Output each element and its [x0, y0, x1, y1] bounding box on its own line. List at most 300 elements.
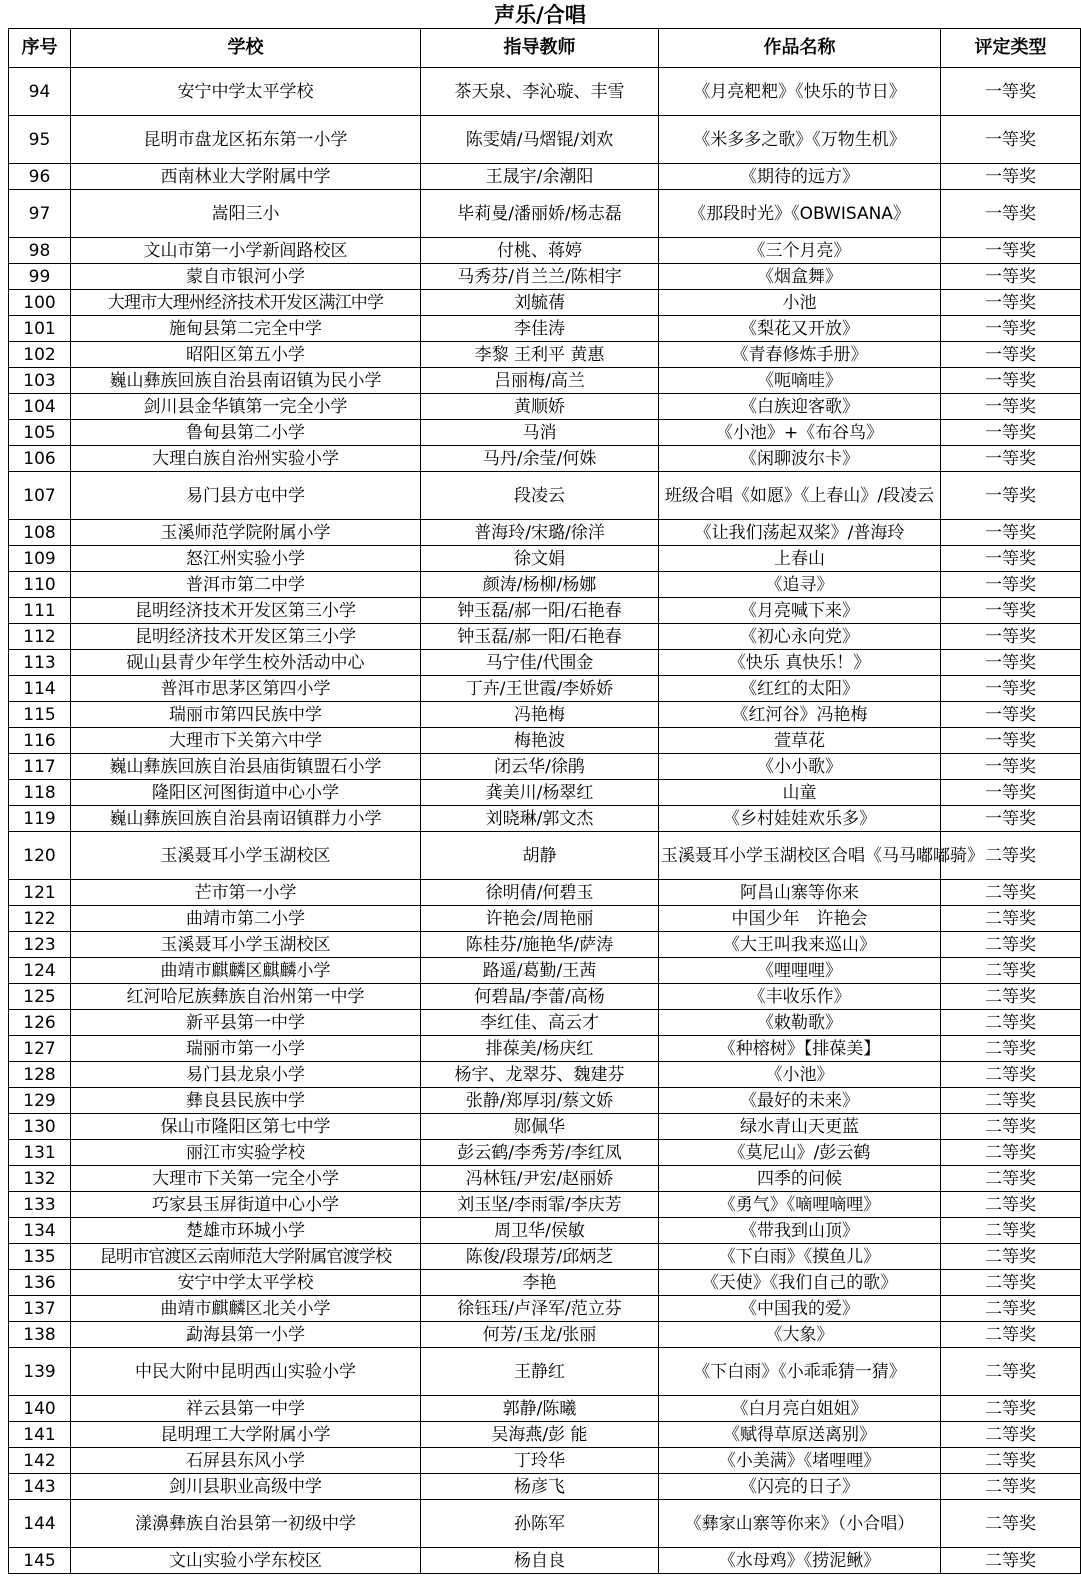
- award-cell: 一等奖: [941, 728, 1081, 754]
- row-number: 122: [9, 906, 71, 932]
- work-cell: 《下白雨》《摸鱼儿》: [659, 1244, 941, 1270]
- teacher-cell: 王静红: [421, 1348, 659, 1396]
- row-number: 134: [9, 1218, 71, 1244]
- row-number: 130: [9, 1114, 71, 1140]
- work-cell: 《种榕树》【排葆美】: [659, 1036, 941, 1062]
- school-cell: 红河哈尼族彝族自治州第一中学: [71, 984, 421, 1010]
- school-cell: 芒市第一小学: [71, 880, 421, 906]
- school-cell: 安宁中学太平学校: [71, 68, 421, 116]
- row-number: 120: [9, 832, 71, 880]
- table-row: [9, 1010, 1081, 1036]
- school-cell: 玉溪师范学院附属小学: [71, 520, 421, 546]
- teacher-cell: 冯林钰/尹宏/赵丽娇: [421, 1166, 659, 1192]
- row-number: 104: [9, 394, 71, 420]
- school-cell: 易门县龙泉小学: [71, 1062, 421, 1088]
- school-cell: 昭阳区第五小学: [71, 342, 421, 368]
- teacher-cell: 吕丽梅/高兰: [421, 368, 659, 394]
- teacher-cell: 路遥/葛勤/王茜: [421, 958, 659, 984]
- work-cell: 《敕勒歌》: [659, 1010, 941, 1036]
- table-row: [9, 316, 1081, 342]
- work-cell: 《勇气》《嘀哩嘀哩》: [659, 1192, 941, 1218]
- table-row: [9, 368, 1081, 394]
- row-number: 96: [9, 164, 71, 190]
- work-cell: 《哩哩哩》: [659, 958, 941, 984]
- school-cell: 昆明经济技术开发区第三小学: [71, 624, 421, 650]
- teacher-cell: 陈俊/段璟芳/邱炳芝: [421, 1244, 659, 1270]
- row-number: 131: [9, 1140, 71, 1166]
- table-row: [9, 1322, 1081, 1348]
- table-row: [9, 572, 1081, 598]
- school-cell: 昆明市官渡区云南师范大学附属官渡学校: [71, 1244, 421, 1270]
- table-row: [9, 394, 1081, 420]
- award-cell: 一等奖: [941, 342, 1081, 368]
- table-row: [9, 1140, 1081, 1166]
- table-row: [9, 290, 1081, 316]
- award-cell: 一等奖: [941, 316, 1081, 342]
- award-cell: 二等奖: [941, 1422, 1081, 1448]
- school-cell: 瑞丽市第四民族中学: [71, 702, 421, 728]
- award-cell: 二等奖: [941, 1166, 1081, 1192]
- row-number: 109: [9, 546, 71, 572]
- teacher-cell: 郭静/陈曦: [421, 1396, 659, 1422]
- table-row: [9, 1474, 1081, 1500]
- table-row: [9, 68, 1081, 116]
- table-row: [9, 1114, 1081, 1140]
- table-row: [9, 754, 1081, 780]
- school-cell: 剑川县金华镇第一完全小学: [71, 394, 421, 420]
- table-row: [9, 984, 1081, 1010]
- work-cell: 《彝家山寨等你来》（小合唱）: [659, 1500, 941, 1548]
- table-row: [9, 116, 1081, 164]
- work-cell: 山童: [659, 780, 941, 806]
- teacher-cell: 刘晓琳/郭文杰: [421, 806, 659, 832]
- school-cell: 文山实验小学东校区: [71, 1548, 421, 1574]
- row-number: 140: [9, 1396, 71, 1422]
- school-cell: 楚雄市环城小学: [71, 1218, 421, 1244]
- teacher-cell: 钟玉磊/郝一阳/石艳春: [421, 624, 659, 650]
- row-number: 142: [9, 1448, 71, 1474]
- award-cell: 二等奖: [941, 1114, 1081, 1140]
- table-row: [9, 1548, 1081, 1574]
- work-cell: 《梨花又开放》: [659, 316, 941, 342]
- header-school: 学校: [71, 29, 421, 68]
- work-cell: 上春山: [659, 546, 941, 572]
- school-cell: 玉溪聂耳小学玉湖校区: [71, 832, 421, 880]
- table-row: [9, 702, 1081, 728]
- school-cell: 易门县方屯中学: [71, 472, 421, 520]
- row-number: 110: [9, 572, 71, 598]
- teacher-cell: 马秀芬/肖兰兰/陈相宇: [421, 264, 659, 290]
- award-cell: 二等奖: [941, 1322, 1081, 1348]
- table-row: [9, 164, 1081, 190]
- work-cell: 《莫尼山》/彭云鹤: [659, 1140, 941, 1166]
- work-cell: 《小池》+《布谷鸟》: [659, 420, 941, 446]
- award-cell: 一等奖: [941, 472, 1081, 520]
- teacher-cell: 张静/郑厚羽/蔡文娇: [421, 1088, 659, 1114]
- work-cell: 《追寻》: [659, 572, 941, 598]
- award-cell: 二等奖: [941, 1010, 1081, 1036]
- teacher-cell: 龚美川/杨翠红: [421, 780, 659, 806]
- table-row: [9, 728, 1081, 754]
- teacher-cell: 颜涛/杨柳/杨娜: [421, 572, 659, 598]
- school-cell: 昆明理工大学附属小学: [71, 1422, 421, 1448]
- award-cell: 一等奖: [941, 572, 1081, 598]
- table-row: [9, 880, 1081, 906]
- page-title: 声乐/合唱: [494, 3, 586, 27]
- table-row: [9, 1270, 1081, 1296]
- award-cell: 二等奖: [941, 932, 1081, 958]
- teacher-cell: 孙陈军: [421, 1500, 659, 1548]
- header-teacher: 指导教师: [421, 29, 659, 68]
- school-cell: 漾濞彝族自治县第一初级中学: [71, 1500, 421, 1548]
- table-row: [9, 598, 1081, 624]
- work-cell: 《月亮喊下来》: [659, 598, 941, 624]
- school-cell: 玉溪聂耳小学玉湖校区: [71, 932, 421, 958]
- teacher-cell: 付桃、蒋婷: [421, 238, 659, 264]
- table-row: [9, 832, 1081, 880]
- school-cell: 鲁甸县第二小学: [71, 420, 421, 446]
- table-row: [9, 780, 1081, 806]
- work-cell: 《中国我的爱》: [659, 1296, 941, 1322]
- teacher-cell: 李黎 王利平 黄惠: [421, 342, 659, 368]
- award-cell: 一等奖: [941, 676, 1081, 702]
- work-cell: 《小池》: [659, 1062, 941, 1088]
- teacher-cell: 钟玉磊/郝一阳/石艳春: [421, 598, 659, 624]
- school-cell: 昆明经济技术开发区第三小学: [71, 598, 421, 624]
- row-number: 137: [9, 1296, 71, 1322]
- row-number: 119: [9, 806, 71, 832]
- award-cell: 一等奖: [941, 290, 1081, 316]
- row-number: 141: [9, 1422, 71, 1448]
- award-cell: 二等奖: [941, 880, 1081, 906]
- row-number: 136: [9, 1270, 71, 1296]
- teacher-cell: 彭云鹤/李秀芳/李红凤: [421, 1140, 659, 1166]
- teacher-cell: 杨自良: [421, 1548, 659, 1574]
- award-cell: 一等奖: [941, 190, 1081, 238]
- work-cell: 《米多多之歌》《万物生机》: [659, 116, 941, 164]
- school-cell: 怒江州实验小学: [71, 546, 421, 572]
- work-cell: 《赋得草原送离别》: [659, 1422, 941, 1448]
- work-cell: 《初心永向党》: [659, 624, 941, 650]
- school-cell: 昆明市盘龙区拓东第一小学: [71, 116, 421, 164]
- row-number: 98: [9, 238, 71, 264]
- teacher-cell: 许艳会/周艳丽: [421, 906, 659, 932]
- teacher-cell: 丁玲华: [421, 1448, 659, 1474]
- teacher-cell: 徐钰珏/卢泽军/范立芬: [421, 1296, 659, 1322]
- table-row: [9, 1348, 1081, 1396]
- work-cell: 《小小歌》: [659, 754, 941, 780]
- teacher-cell: 丁卉/王世霞/李娇娇: [421, 676, 659, 702]
- teacher-cell: 毕莉曼/潘丽娇/杨志磊: [421, 190, 659, 238]
- table-row: [9, 650, 1081, 676]
- table-row: [9, 1036, 1081, 1062]
- table-row: [9, 624, 1081, 650]
- table-row: [9, 1500, 1081, 1548]
- teacher-cell: 马消: [421, 420, 659, 446]
- table-row: [9, 190, 1081, 238]
- row-number: 100: [9, 290, 71, 316]
- award-cell: 二等奖: [941, 832, 1081, 880]
- teacher-cell: 何碧晶/李蕾/高杨: [421, 984, 659, 1010]
- table-row: [9, 238, 1081, 264]
- teacher-cell: 排葆美/杨庆红: [421, 1036, 659, 1062]
- teacher-cell: 杨彦飞: [421, 1474, 659, 1500]
- row-number: 132: [9, 1166, 71, 1192]
- teacher-cell: 胡静: [421, 832, 659, 880]
- school-cell: 曲靖市第二小学: [71, 906, 421, 932]
- table-header-row: [9, 29, 1081, 68]
- teacher-cell: 刘玉坚/李雨霏/李庆芳: [421, 1192, 659, 1218]
- row-number: 129: [9, 1088, 71, 1114]
- school-cell: 剑川县职业高级中学: [71, 1474, 421, 1500]
- row-number: 127: [9, 1036, 71, 1062]
- school-cell: 勐海县第一小学: [71, 1322, 421, 1348]
- row-number: 124: [9, 958, 71, 984]
- teacher-cell: 李红佳、高云才: [421, 1010, 659, 1036]
- teacher-cell: 黄顺娇: [421, 394, 659, 420]
- award-cell: 一等奖: [941, 116, 1081, 164]
- work-cell: 《带我到山顶》: [659, 1218, 941, 1244]
- row-number: 133: [9, 1192, 71, 1218]
- row-number: 115: [9, 702, 71, 728]
- award-cell: 二等奖: [941, 1192, 1081, 1218]
- award-cell: 二等奖: [941, 906, 1081, 932]
- row-number: 106: [9, 446, 71, 472]
- award-cell: 一等奖: [941, 446, 1081, 472]
- table-row: [9, 1218, 1081, 1244]
- school-cell: 大理市下关第六中学: [71, 728, 421, 754]
- table-row: [9, 1088, 1081, 1114]
- work-cell: 阿昌山寨等你来: [659, 880, 941, 906]
- award-cell: 一等奖: [941, 754, 1081, 780]
- work-cell: 《呃嘀哇》: [659, 368, 941, 394]
- teacher-cell: 刘毓蒨: [421, 290, 659, 316]
- row-number: 118: [9, 780, 71, 806]
- header-work: 作品名称: [659, 29, 941, 68]
- school-cell: 祥云县第一中学: [71, 1396, 421, 1422]
- award-cell: 二等奖: [941, 1396, 1081, 1422]
- teacher-cell: 闭云华/徐鹃: [421, 754, 659, 780]
- work-cell: 《闪亮的日子》: [659, 1474, 941, 1500]
- work-cell: 《闲聊波尔卡》: [659, 446, 941, 472]
- teacher-cell: 王晟宇/余潮阳: [421, 164, 659, 190]
- work-cell: 绿水青山天更蓝: [659, 1114, 941, 1140]
- award-cell: 一等奖: [941, 598, 1081, 624]
- school-cell: 嵩阳三小: [71, 190, 421, 238]
- row-number: 128: [9, 1062, 71, 1088]
- work-cell: 《让我们荡起双桨》/普海玲: [659, 520, 941, 546]
- work-cell: 《那段时光》《OBWISANA》: [659, 190, 941, 238]
- work-cell: 《最好的未来》: [659, 1088, 941, 1114]
- school-cell: 石屏县东风小学: [71, 1448, 421, 1474]
- table-row: [9, 446, 1081, 472]
- award-cell: 二等奖: [941, 1448, 1081, 1474]
- work-cell: 班级合唱《如愿》《上春山》/段凌云: [659, 472, 941, 520]
- school-cell: 曲靖市麒麟区麒麟小学: [71, 958, 421, 984]
- school-cell: 蒙自市银河小学: [71, 264, 421, 290]
- award-cell: 二等奖: [941, 1088, 1081, 1114]
- school-cell: 隆阳区河图街道中心小学: [71, 780, 421, 806]
- teacher-cell: 杨宇、龙翠芬、魏建芬: [421, 1062, 659, 1088]
- award-cell: 一等奖: [941, 394, 1081, 420]
- row-number: 105: [9, 420, 71, 446]
- award-cell: 二等奖: [941, 1296, 1081, 1322]
- work-cell: 中国少年 许艳会: [659, 906, 941, 932]
- row-number: 112: [9, 624, 71, 650]
- row-number: 126: [9, 1010, 71, 1036]
- award-cell: 一等奖: [941, 68, 1081, 116]
- award-cell: 二等奖: [941, 1474, 1081, 1500]
- row-number: 138: [9, 1322, 71, 1348]
- table-row: [9, 1244, 1081, 1270]
- table-row: [9, 342, 1081, 368]
- table-row: [9, 1062, 1081, 1088]
- table-row: [9, 1396, 1081, 1422]
- school-cell: 新平县第一中学: [71, 1010, 421, 1036]
- work-cell: 《烟盒舞》: [659, 264, 941, 290]
- school-cell: 安宁中学太平学校: [71, 1270, 421, 1296]
- table-row: [9, 420, 1081, 446]
- row-number: 99: [9, 264, 71, 290]
- table-row: [9, 676, 1081, 702]
- award-cell: 一等奖: [941, 806, 1081, 832]
- school-cell: 文山市第一小学新闾路校区: [71, 238, 421, 264]
- award-cell: 一等奖: [941, 624, 1081, 650]
- work-cell: 玉溪聂耳小学玉湖校区合唱《马马嘟嘟骑》: [659, 832, 941, 880]
- table-body: [9, 68, 1081, 1574]
- teacher-cell: 茶天泉、李沁璇、丰雪: [421, 68, 659, 116]
- header-number: 序号: [9, 29, 71, 68]
- work-cell: 《红河谷》冯艳梅: [659, 702, 941, 728]
- table-row: [9, 806, 1081, 832]
- row-number: 139: [9, 1348, 71, 1396]
- school-cell: 巍山彝族回族自治县南诏镇为民小学: [71, 368, 421, 394]
- award-cell: 二等奖: [941, 984, 1081, 1010]
- teacher-cell: 周卫华/侯敏: [421, 1218, 659, 1244]
- award-cell: 一等奖: [941, 780, 1081, 806]
- award-table: [8, 28, 1081, 1574]
- work-cell: 《天使》《我们自己的歌》: [659, 1270, 941, 1296]
- school-cell: 巍山彝族回族自治县南诏镇群力小学: [71, 806, 421, 832]
- work-cell: 《丰收乐作》: [659, 984, 941, 1010]
- row-number: 108: [9, 520, 71, 546]
- row-number: 116: [9, 728, 71, 754]
- table-row: [9, 1296, 1081, 1322]
- teacher-cell: 徐文娟: [421, 546, 659, 572]
- row-number: 143: [9, 1474, 71, 1500]
- teacher-cell: 梅艳波: [421, 728, 659, 754]
- school-cell: 大理市下关第一完全小学: [71, 1166, 421, 1192]
- award-cell: 二等奖: [941, 1348, 1081, 1396]
- row-number: 113: [9, 650, 71, 676]
- teacher-cell: 段凌云: [421, 472, 659, 520]
- work-cell: 《下白雨》《小乖乖猜一猜》: [659, 1348, 941, 1396]
- work-cell: 《乡村娃娃欢乐多》: [659, 806, 941, 832]
- school-cell: 保山市隆阳区第七中学: [71, 1114, 421, 1140]
- row-number: 94: [9, 68, 71, 116]
- row-number: 121: [9, 880, 71, 906]
- teacher-cell: 陈雯婧/马熠锟/刘欢: [421, 116, 659, 164]
- school-cell: 巍山彝族回族自治县庙街镇盟石小学: [71, 754, 421, 780]
- row-number: 117: [9, 754, 71, 780]
- work-cell: 《水母鸡》《捞泥鳅》: [659, 1548, 941, 1574]
- teacher-cell: 冯艳梅: [421, 702, 659, 728]
- award-cell: 二等奖: [941, 1036, 1081, 1062]
- school-cell: 普洱市第二中学: [71, 572, 421, 598]
- teacher-cell: 徐明倩/何碧玉: [421, 880, 659, 906]
- teacher-cell: 李佳涛: [421, 316, 659, 342]
- row-number: 111: [9, 598, 71, 624]
- award-cell: 一等奖: [941, 368, 1081, 394]
- award-cell: 二等奖: [941, 1062, 1081, 1088]
- work-cell: 《期待的远方》: [659, 164, 941, 190]
- row-number: 95: [9, 116, 71, 164]
- table-row: [9, 472, 1081, 520]
- table-row: [9, 1192, 1081, 1218]
- work-cell: 《大象》: [659, 1322, 941, 1348]
- teacher-cell: 何芳/玉龙/张丽: [421, 1322, 659, 1348]
- award-cell: 一等奖: [941, 546, 1081, 572]
- school-cell: 中民大附中昆明西山实验小学: [71, 1348, 421, 1396]
- row-number: 135: [9, 1244, 71, 1270]
- award-cell: 二等奖: [941, 1218, 1081, 1244]
- award-cell: 一等奖: [941, 702, 1081, 728]
- row-number: 97: [9, 190, 71, 238]
- teacher-cell: 普海玲/宋璐/徐洋: [421, 520, 659, 546]
- work-cell: 《三个月亮》: [659, 238, 941, 264]
- row-number: 114: [9, 676, 71, 702]
- work-cell: 四季的问候: [659, 1166, 941, 1192]
- school-cell: 大理市大理州经济技术开发区满江中学: [71, 290, 421, 316]
- school-cell: 丽江市实验学校: [71, 1140, 421, 1166]
- school-cell: 施甸县第二完全中学: [71, 316, 421, 342]
- table-row: [9, 932, 1081, 958]
- work-cell: 《白族迎客歌》: [659, 394, 941, 420]
- table-row: [9, 520, 1081, 546]
- award-cell: 一等奖: [941, 420, 1081, 446]
- teacher-cell: 李艳: [421, 1270, 659, 1296]
- row-number: 107: [9, 472, 71, 520]
- work-cell: 《青春修炼手册》: [659, 342, 941, 368]
- award-cell: 一等奖: [941, 650, 1081, 676]
- work-cell: 萱草花: [659, 728, 941, 754]
- row-number: 145: [9, 1548, 71, 1574]
- award-cell: 一等奖: [941, 520, 1081, 546]
- work-cell: 《快乐 真快乐！》: [659, 650, 941, 676]
- teacher-cell: 马丹/余莹/何姝: [421, 446, 659, 472]
- award-cell: 二等奖: [941, 1500, 1081, 1548]
- teacher-cell: 吴海燕/彭 能: [421, 1422, 659, 1448]
- work-cell: 《大王叫我来巡山》: [659, 932, 941, 958]
- table-row: [9, 906, 1081, 932]
- award-cell: 一等奖: [941, 164, 1081, 190]
- teacher-cell: 陈桂芬/施艳华/萨涛: [421, 932, 659, 958]
- school-cell: 西南林业大学附属中学: [71, 164, 421, 190]
- teacher-cell: 马宁佳/代围金: [421, 650, 659, 676]
- row-number: 101: [9, 316, 71, 342]
- row-number: 102: [9, 342, 71, 368]
- award-cell: 一等奖: [941, 238, 1081, 264]
- work-cell: 《白月亮白姐姐》: [659, 1396, 941, 1422]
- table-row: [9, 958, 1081, 984]
- row-number: 144: [9, 1500, 71, 1548]
- school-cell: 彝良县民族中学: [71, 1088, 421, 1114]
- school-cell: 巧家县玉屏街道中心小学: [71, 1192, 421, 1218]
- school-cell: 砚山县青少年学生校外活动中心: [71, 650, 421, 676]
- award-cell: 二等奖: [941, 1548, 1081, 1574]
- work-cell: 《小美满》《堵哩哩》: [659, 1448, 941, 1474]
- table-row: [9, 264, 1081, 290]
